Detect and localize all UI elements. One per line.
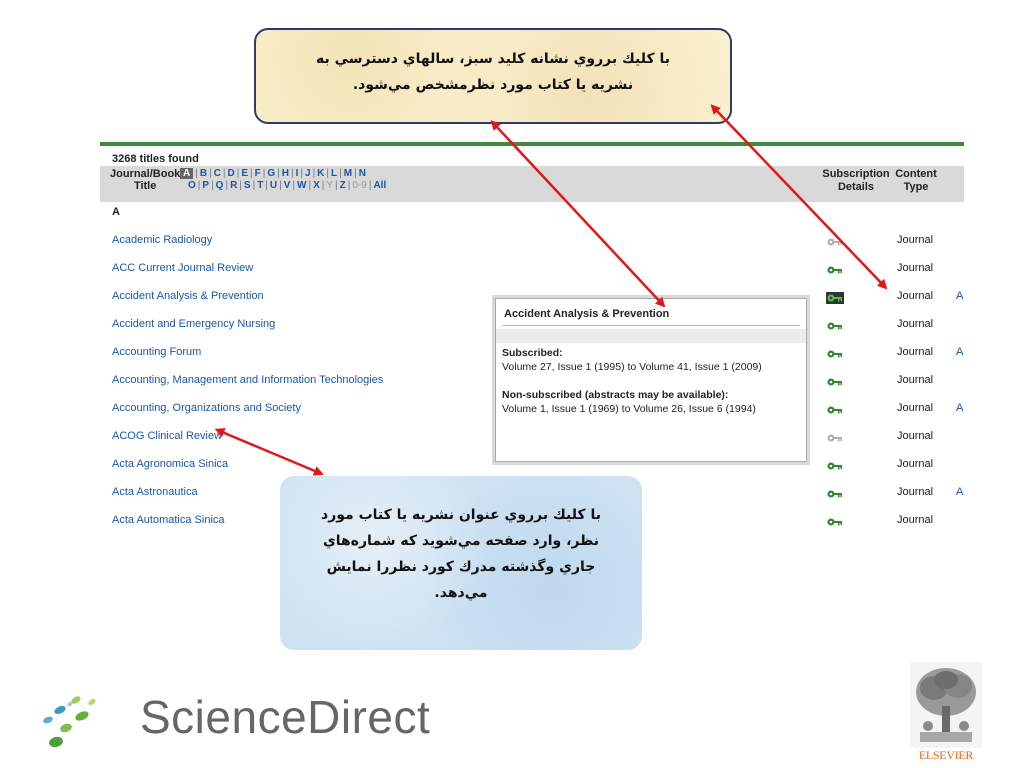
sciencedirect-logo <box>36 680 431 760</box>
alpha-filter-k[interactable]: K <box>317 168 325 179</box>
tooltip-nonsubscribed-text: Volume 1, Issue 1 (1969) to Volume 26, Issue 6 (1994) <box>502 403 756 415</box>
alpha-separator: | <box>279 180 282 191</box>
content-type: Journal <box>897 262 934 274</box>
content-type: Journal <box>897 346 934 358</box>
alpha-filter-m[interactable]: M <box>343 168 353 179</box>
alpha-separator: | <box>222 168 226 179</box>
alpha-separator: | <box>197 180 201 191</box>
alpha-filter-all[interactable]: All <box>373 180 387 191</box>
title-link[interactable]: Acta Astronautica <box>112 486 198 498</box>
alpha-filter-o[interactable]: O <box>188 180 196 191</box>
section-letter: A <box>112 206 120 218</box>
alpha-filter-0-9[interactable]: 0-9 <box>352 180 367 191</box>
callout-bottom-text: با كليك برروي عنوان نشريه يا كتاب مورد نظر، وارد صفحه مي‌شويد كه شماره‌هاي جاري وگذشته مدرك كورد نظررا نمايش مي‌دهد. <box>321 507 601 601</box>
alpha-separator: | <box>209 168 212 179</box>
content-type: Journal <box>897 290 934 302</box>
alpha-filter-d[interactable]: D <box>227 168 235 179</box>
subscription-header-line1: Subscription <box>822 168 890 180</box>
alpha-separator: | <box>250 168 253 179</box>
content-header-line2: Type <box>903 181 929 193</box>
alpha-filter-y[interactable]: Y <box>326 180 334 191</box>
abstracts-link[interactable]: A <box>956 402 964 414</box>
title-link[interactable]: Accident and Emergency Nursing <box>112 318 276 330</box>
alpha-separator: | <box>239 180 242 191</box>
title-link[interactable]: ACC Current Journal Review <box>112 262 254 274</box>
tooltip-subscribed-text: Volume 27, Issue 1 (1995) to Volume 41, Issue 1 (2009) <box>502 361 762 373</box>
elsevier-wordmark: ELSEVIER <box>918 748 974 762</box>
alpha-separator: | <box>291 168 294 179</box>
abstracts-link[interactable]: A <box>956 290 964 302</box>
content-type: Journal <box>897 430 934 442</box>
content-type: Journal <box>897 486 934 498</box>
alpha-filter-c[interactable]: C <box>213 168 221 179</box>
title-link[interactable]: ACOG Clinical Review <box>112 430 223 442</box>
abstracts-link[interactable]: A <box>956 486 964 498</box>
alpha-filter-s[interactable]: S <box>243 180 251 191</box>
alpha-filter-e[interactable]: E <box>241 168 249 179</box>
alpha-separator: | <box>326 168 330 179</box>
content-type: Journal <box>897 514 934 526</box>
elsevier-tree-icon <box>910 662 982 748</box>
alpha-separator: | <box>347 180 351 191</box>
sciencedirect-wordmark: ScienceDirect <box>140 691 431 743</box>
journal-book-label: Journal/Book <box>110 168 181 180</box>
alpha-filter-l[interactable]: L <box>331 168 338 179</box>
title-link[interactable]: Accounting, Organizations and Society <box>112 402 301 414</box>
callout-top-text: با كليك برروي نشانه كليد سبز، سالهاي دسترسي به نشريه يا كتاب مورد نظرمشخص مي‌شود. <box>315 51 670 93</box>
alpha-separator: | <box>277 168 280 179</box>
alpha-filter-f[interactable]: F <box>254 168 261 179</box>
tooltip-title: Accident Analysis & Prevention <box>504 308 670 320</box>
title-link[interactable]: Acta Automatica Sinica <box>112 514 225 526</box>
alpha-separator: | <box>339 168 342 179</box>
alpha-filter-p[interactable]: P <box>202 180 210 191</box>
results-count: 3268 titles found <box>112 153 199 165</box>
title-link[interactable]: Academic Radiology <box>112 234 213 246</box>
content-type: Journal <box>897 458 934 470</box>
content-type: Journal <box>897 374 934 386</box>
content-type: Journal <box>897 402 934 414</box>
alpha-separator: | <box>236 168 240 179</box>
alpha-separator: | <box>265 180 268 191</box>
alpha-filter-x[interactable]: X <box>313 180 320 191</box>
title-link[interactable]: Accounting Forum <box>112 346 202 358</box>
alpha-filter-t[interactable]: T <box>257 180 264 191</box>
title-link[interactable]: Acta Agronomica Sinica <box>112 458 229 470</box>
arrow-to-title <box>222 432 322 474</box>
sciencedirect-leaf-icon <box>36 680 136 750</box>
alpha-separator: | <box>195 168 198 179</box>
alpha-separator: | <box>211 180 214 191</box>
tooltip-subscribed-label: Subscribed: <box>502 347 563 359</box>
alpha-separator: | <box>312 168 316 179</box>
subscription-header-line2: Details <box>837 181 875 193</box>
abstracts-link[interactable]: A <box>956 346 964 358</box>
alpha-separator: | <box>300 168 303 179</box>
alpha-filter-u[interactable]: U <box>269 180 278 191</box>
alpha-filter-v[interactable]: V <box>283 180 291 191</box>
alpha-separator: | <box>262 168 266 179</box>
alpha-separator: | <box>321 180 325 191</box>
content-type: Journal <box>897 234 934 246</box>
title-link[interactable]: Accounting, Management and Information Technologies <box>112 374 384 386</box>
alpha-filter-z[interactable]: Z <box>339 180 346 191</box>
alpha-filter-i[interactable]: I <box>295 168 299 179</box>
alpha-filter-b[interactable]: B <box>199 168 208 179</box>
arrow-to-key <box>716 110 886 288</box>
title-link[interactable]: Accident Analysis & Prevention <box>112 290 264 302</box>
title-label: Title <box>133 180 157 192</box>
elsevier-logo <box>910 662 982 762</box>
alpha-filter-j[interactable]: J <box>305 168 311 179</box>
alpha-filter-r[interactable]: R <box>230 180 238 191</box>
content-type: Journal <box>897 318 934 330</box>
alpha-filter-h[interactable]: H <box>281 168 289 179</box>
arrow-to-tooltip <box>496 126 664 306</box>
alpha-separator: | <box>308 180 312 191</box>
alpha-separator: | <box>292 180 296 191</box>
alpha-separator: | <box>252 180 256 191</box>
alpha-separator: | <box>335 180 338 191</box>
alpha-filter-w[interactable]: W <box>297 180 307 191</box>
tooltip-nonsubscribed-label: Non-subscribed (abstracts may be available): <box>502 389 729 401</box>
alpha-filter-q[interactable]: Q <box>215 180 224 191</box>
alpha-separator: | <box>368 180 372 191</box>
content-header-line1: Content <box>895 168 937 180</box>
alpha-separator: | <box>225 180 229 191</box>
alpha-separator: | <box>354 168 357 179</box>
alpha-filter-n[interactable]: N <box>358 168 366 179</box>
alpha-filter-a[interactable]: A <box>180 168 193 179</box>
alpha-filter-g[interactable]: G <box>267 168 276 179</box>
